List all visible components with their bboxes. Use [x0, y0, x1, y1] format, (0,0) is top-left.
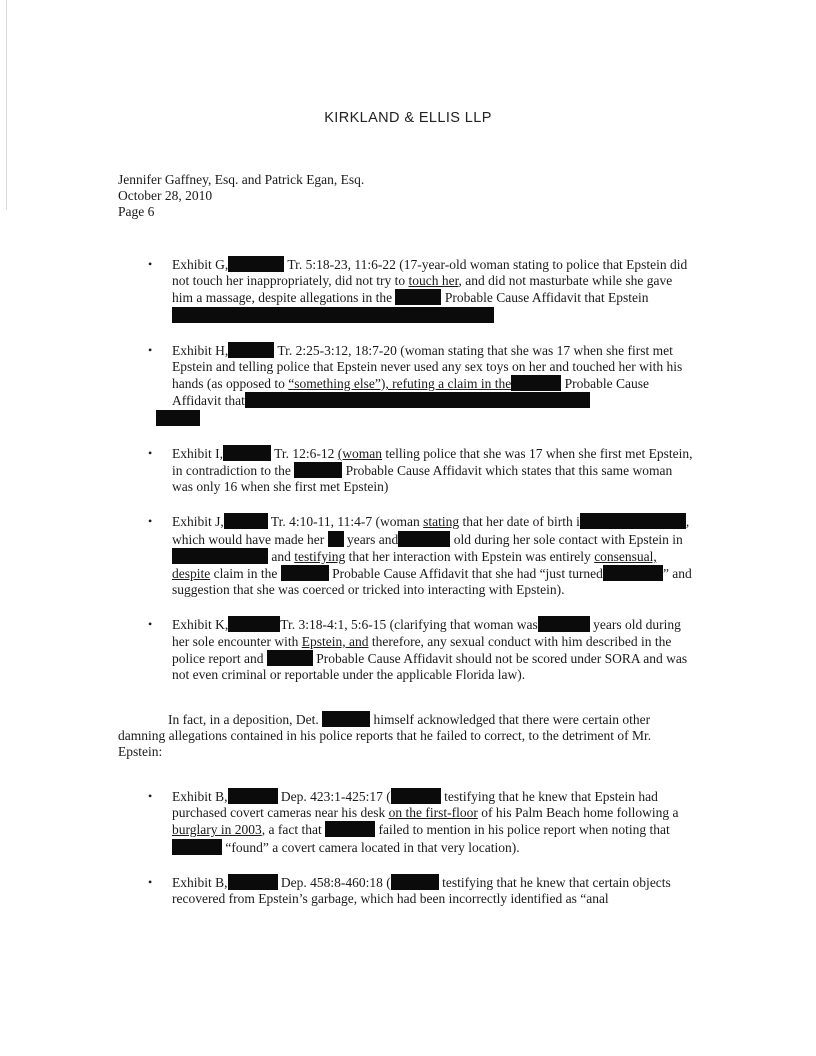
redaction: [267, 650, 313, 666]
deposition-paragraph: In fact, in a deposition, Det. himself acknowledged that there were certain other damning allegations contained in his police reports that he failed to correct, to the detriment of Mr. Epstein:: [118, 712, 652, 760]
redaction: [654, 513, 686, 529]
list-item-exhibit-b-2: • Exhibit B, Dep. 458:8-460:18 ( testifying that he knew that certain objects recovered from Epstein’s garbage, which had been incorrectly identified as “anal: [148, 874, 671, 907]
bullet-icon: •: [148, 445, 153, 460]
redaction: [223, 445, 271, 461]
redaction: [328, 531, 344, 547]
redaction: [172, 307, 494, 323]
list-item-exhibit-i: • Exhibit I, Tr. 12:6-12 (woman telling police that she was 17 when she first met Epstein, in contradiction to the Probable Cause Affidavit which states that this same woman was only 16 when she first met Epstein): [148, 445, 693, 495]
bullet-icon: •: [148, 257, 153, 271]
list-item-exhibit-k: • Exhibit K, Tr. 3:18-4:1, 5:6-15 (clarifying that woman was years old during her sole encounter with Epstein, and therefore, any sexual conduct with him described in the police report and Probable Cause Affidavit should not be scored under SORA and was not even criminal or reportable under the applicable Florida law).: [148, 617, 688, 683]
redaction: [395, 289, 441, 305]
bullet-icon: •: [148, 617, 153, 632]
bullet-icon: •: [148, 342, 153, 357]
redaction: [245, 392, 590, 408]
redaction: [228, 342, 274, 358]
list-item-exhibit-j: • Exhibit J, Tr. 4:10-11, 11:4-7 (woman stating that her date of birth i , which would have made her years and old during her sole contact with Epstein in and testifying that her interaction with Epstein was entirely consensual, despite claim in the Probable Cause Affidavit that she had “just turned ” and suggestion that she was coerced or tricked into interacting with Epstein).: [148, 514, 692, 598]
redaction: [172, 548, 268, 564]
redaction: [511, 375, 561, 391]
list-item-exhibit-g: • Exhibit G, Tr. 5:18-23, 11:6-22 (17-year-old woman stating to police that Epstein did not touch her inappropriately, did not try to touch her, and did not masturbate while she gave him a massage, despite allegations in the Probable Cause Affidavit that Epstein: [148, 256, 693, 324]
letter-header: [118, 172, 364, 220]
bullet-icon: •: [148, 514, 153, 529]
letterhead: KIRKLAND & ELLIS LLP: [324, 110, 492, 126]
redaction: [228, 874, 278, 890]
scan-edge-line: [6, 0, 7, 210]
page-number: Page 6: [118, 204, 155, 219]
redaction: [603, 565, 663, 581]
redaction: [228, 616, 280, 632]
redaction: [224, 513, 268, 529]
letter-date: October 28, 2010: [118, 188, 213, 203]
redaction: [580, 513, 654, 529]
redaction: [156, 410, 200, 426]
redaction: [322, 711, 370, 727]
exhibit-list: [148, 256, 693, 701]
redaction: [391, 788, 441, 804]
redaction: [172, 839, 222, 855]
deposition-list: [148, 788, 693, 925]
recipients: Jennifer Gaffney, Esq. and Patrick Egan, Esq.: [118, 172, 365, 187]
bullet-icon: •: [148, 789, 153, 803]
redaction: [281, 565, 329, 581]
redaction: [294, 462, 342, 478]
list-item-exhibit-h: • Exhibit H, Tr. 2:25-3:12, 18:7-20 (woman stating that she was 17 when she first met Epstein and telling police that Epstein never used any sex toys on her and touched her with his hands (as opposed to “something else”), refuting a claim in the Probable Cause Affidavit that: [148, 342, 693, 427]
redaction: [391, 874, 439, 890]
list-item-exhibit-b-1: • Exhibit B, Dep. 423:1-425:17 ( testifying that he knew that Epstein had purchased covert cameras near his desk on the first-floor of his Palm Beach home following a burglary in 2003, a fact that failed to mention in his police report when noting that “found” a covert camera located in that very location).: [148, 789, 679, 855]
redaction: [398, 531, 450, 547]
redaction: [228, 788, 278, 804]
redaction: [325, 821, 375, 837]
bullet-icon: •: [148, 874, 153, 889]
redaction: [228, 256, 284, 272]
redaction: [538, 616, 590, 632]
